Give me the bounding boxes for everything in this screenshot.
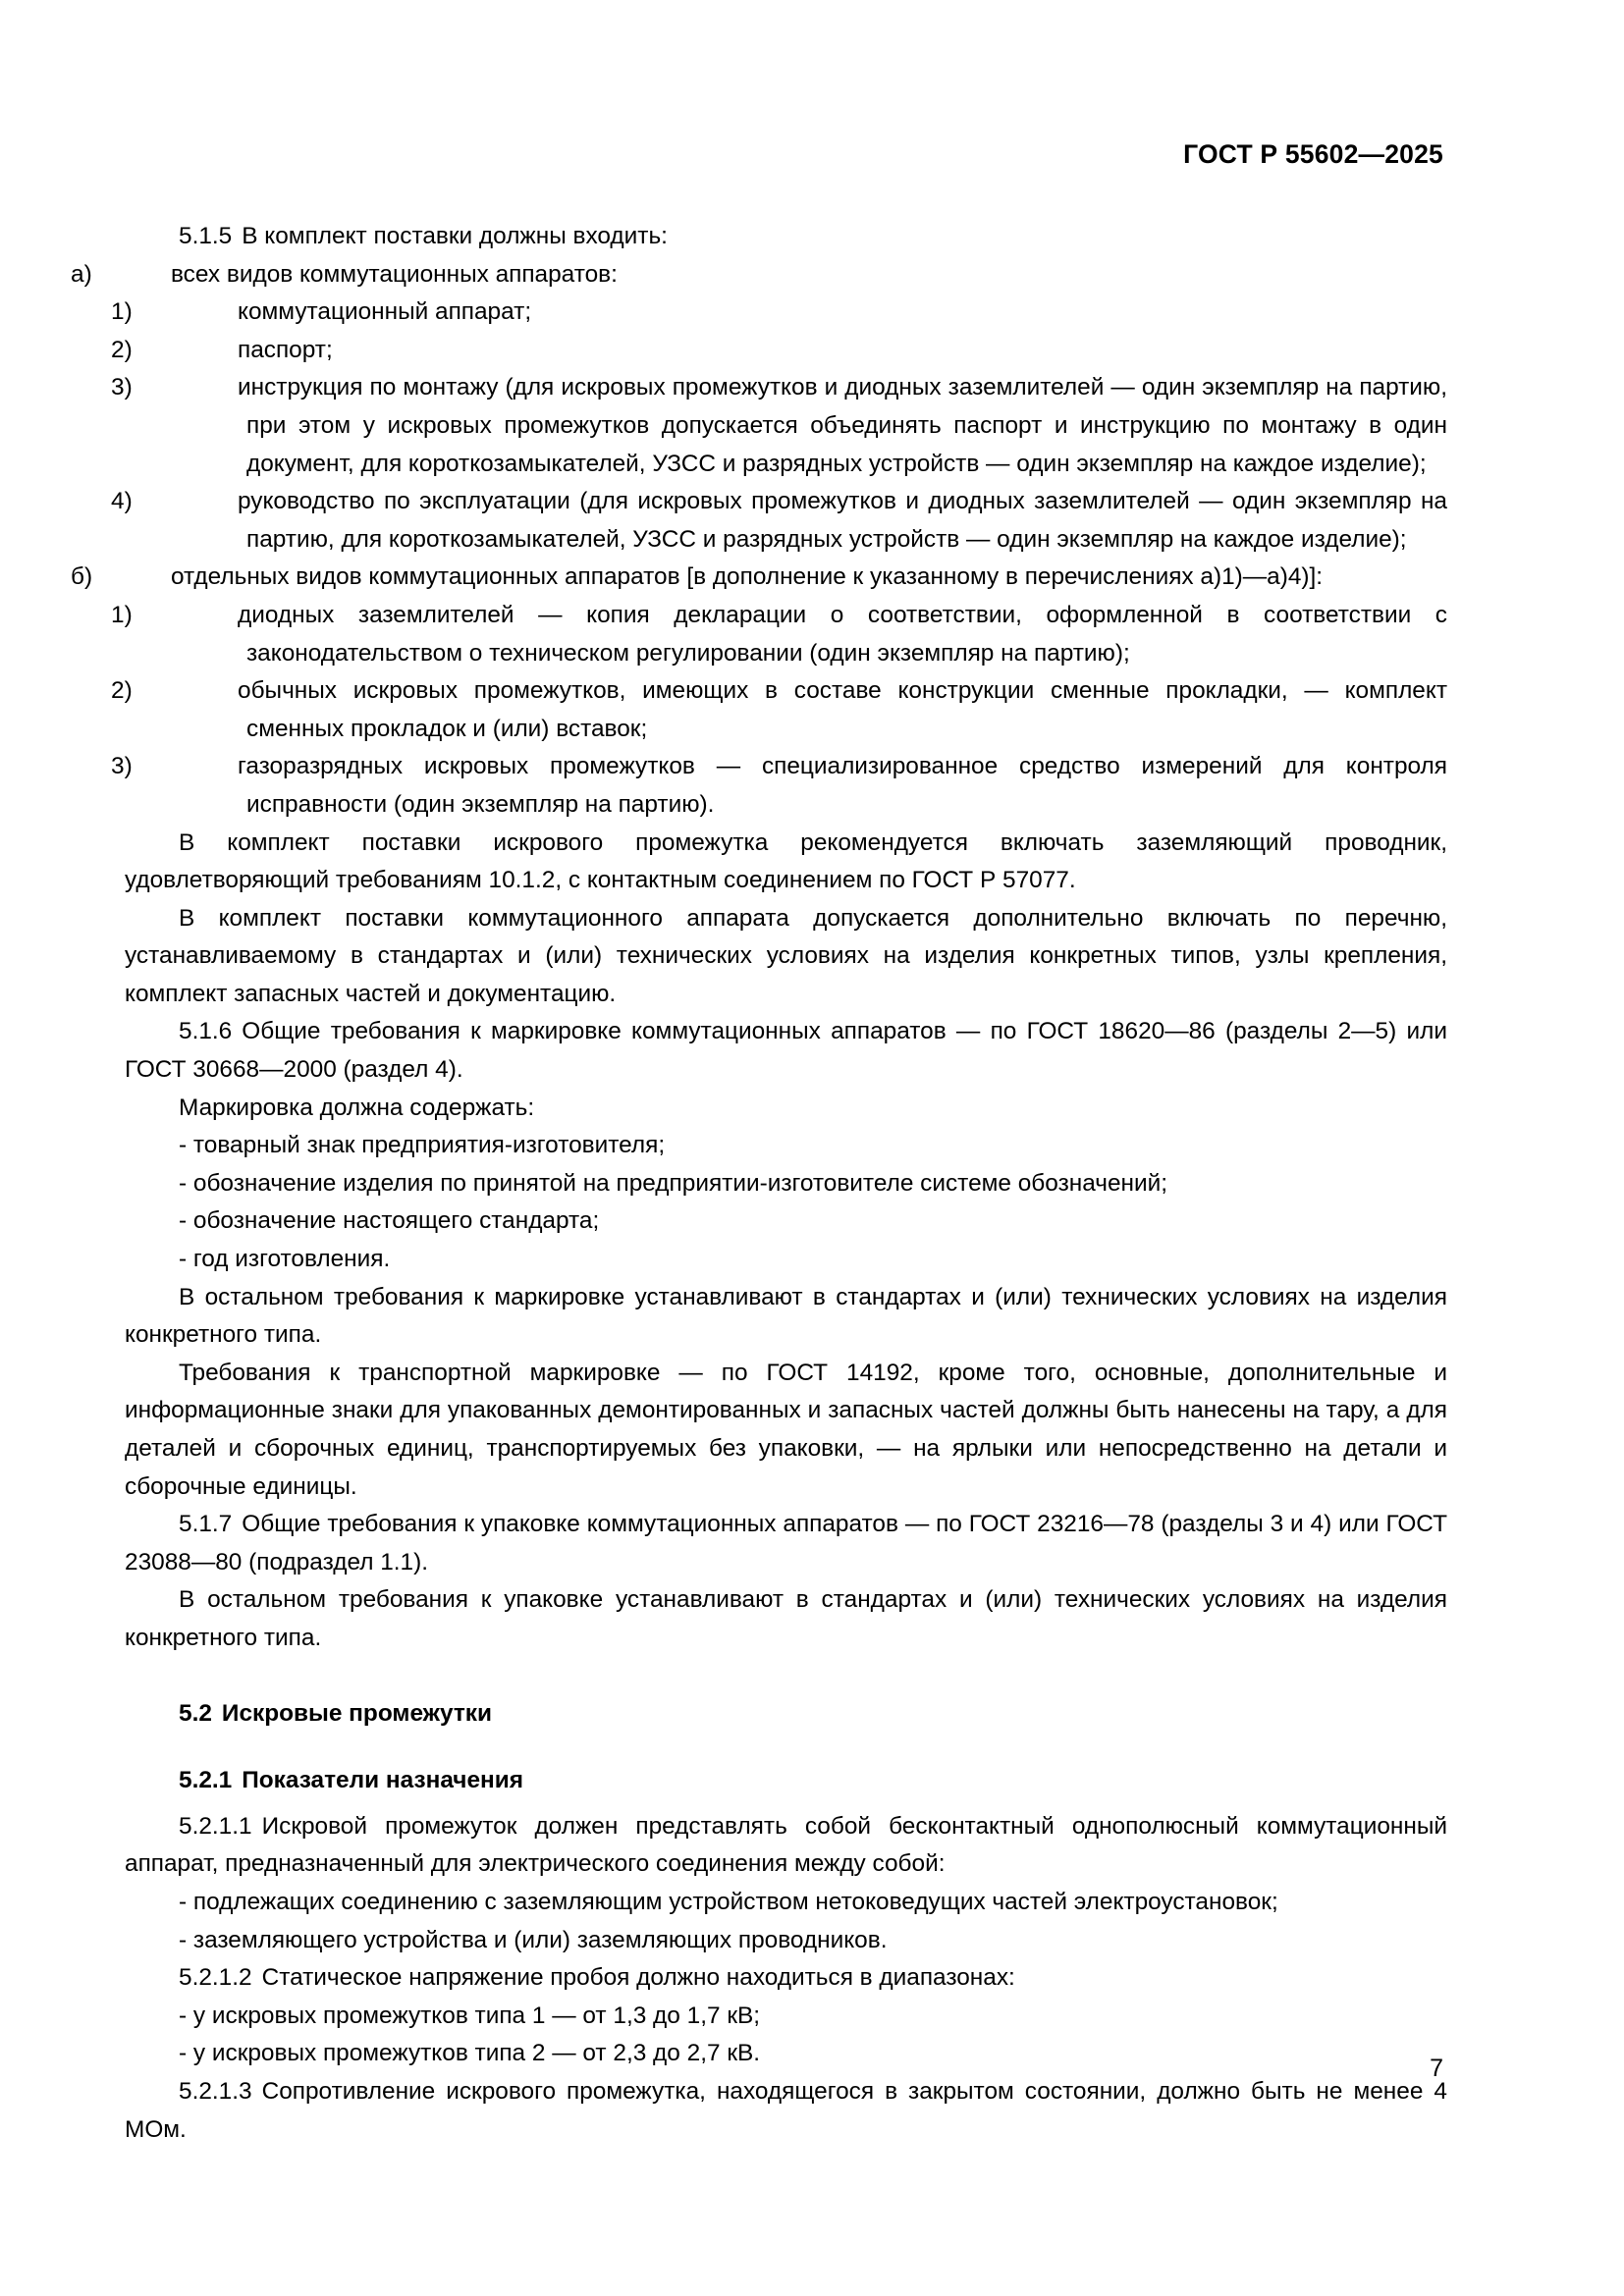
list-marker: 3)	[111, 374, 133, 401]
connection-item: - подлежащих соединению с заземляющим устройством нетоковедущих частей электроустановок;	[179, 1888, 1278, 1915]
clause-number: 5.1.7	[179, 1511, 233, 1538]
voltage-item: - у искровых промежутков типа 2 — от 2,3 до 2,7 кВ.	[179, 2040, 761, 2067]
page-footer	[181, 2055, 1443, 2083]
clause-5-1-5	[125, 218, 1447, 256]
clause-5-2-1-3	[125, 2073, 1447, 2149]
clause-number: 5.1.6	[179, 1018, 233, 1045]
paragraph-transport-marking: Требования к транспортной маркировке — по ГОСТ 14192, кроме того, основные, дополнительные и информационные знаки для упакованных демонтированных и запасных частей должны быть нанесены на тару, а для деталей и сборочных единиц, транспортируемых без упаковки, — на ярлыки или непосредственно на детали и сборочные единицы.	[125, 1359, 1447, 1500]
list-text: обычных искровых промежутков, имеющих в составе конструкции сменные прокладки, — комплект сменных прокладок и (или) вставок;	[238, 677, 1447, 742]
list-item	[111, 597, 1447, 672]
clause-text: Сопротивление искрового промежутка, находящегося в закрытом состоянии, должно быть не менее 4 МОм.	[125, 2077, 1447, 2143]
list-marker: 2)	[111, 336, 133, 363]
list-text: газоразрядных искровых промежутков — специализированное средство измерений для контроля исправности (один экземпляр на партию).	[238, 753, 1447, 818]
clause-text: Общие требования к маркировке коммутационных аппаратов — по ГОСТ 18620—86 (разделы 2—5) или ГОСТ 30668—2000 (раздел 4).	[125, 1018, 1447, 1084]
list-marker: 3)	[111, 753, 133, 780]
clause-number: 5.2.1.3	[179, 2077, 252, 2105]
list-item	[111, 748, 1447, 824]
list-item	[111, 332, 1447, 370]
running-header	[181, 139, 1443, 173]
heading-number: 5.2.1	[179, 1767, 233, 1794]
page-body	[71, 218, 1447, 2149]
clause-5-1-7	[125, 1506, 1447, 1581]
list-marker: 1)	[111, 298, 133, 326]
clause-number: 5.2.1.2	[179, 1964, 252, 1992]
heading-5-2-1	[125, 1762, 1447, 1800]
marking-item: - товарный знак предприятия-изготовителя;	[179, 1132, 666, 1159]
clause-5-2-1-1	[125, 1808, 1447, 1884]
list-text: инструкция по монтажу (для искровых промежутков и диодных заземлителей — один экземпляр на партию, при этом у искровых промежутков допускается объединять паспорт и инструкцию по монтажу в один документ, для короткозамыкателей, УЗСС и разрядных устройств — один экземпляр на каждое изделие);	[238, 374, 1447, 477]
paragraph-conductor: В комплект поставки искрового промежутка рекомендуется включать заземляющий проводник, удовлетворяющий требованиям 10.1.2, с контактным соединением по ГОСТ Р 57077.	[125, 828, 1447, 894]
marking-item: - обозначение настоящего стандарта;	[179, 1207, 600, 1235]
list-marker: 2)	[111, 677, 133, 705]
marking-item: - год изготовления.	[179, 1246, 391, 1273]
paragraph-marking-rest: В остальном требования к маркировке устанавливают в стандартах и (или) технических условиях на изделия конкретного типа.	[125, 1283, 1447, 1349]
clause-5-2-1-2	[125, 1959, 1447, 1998]
connection-item: - заземляющего устройства и (или) заземляющих проводников.	[179, 1926, 888, 1953]
list-marker: б)	[71, 563, 93, 591]
list-text: отдельных видов коммутационных аппаратов [в дополнение к указанному в перечислениях а)1)—а)4)]:	[171, 563, 1324, 591]
list-item	[111, 483, 1447, 559]
list-text: коммутационный аппарат;	[238, 298, 532, 326]
clause-text: Искровой промежуток должен представлять собой бесконтактный однополюсный коммутационный аппарат, предназначенный для электрического соединения между собой:	[125, 1812, 1447, 1878]
marking-item: - обозначение изделия по принятой на предприятии-изготовителе системе обозначений;	[179, 1169, 1168, 1197]
paragraph-packaging-rest: В остальном требования к упаковке устанавливают в стандартах и (или) технических условиях на изделия конкретного типа.	[125, 1586, 1447, 1651]
list-marker: 1)	[111, 601, 133, 628]
heading-title: Искровые промежутки	[221, 1699, 492, 1727]
voltage-item: - у искровых промежутков типа 1 — от 1,3 до 1,7 кВ;	[179, 2002, 761, 2029]
list-item-b	[71, 559, 1447, 597]
standard-number: ГОСТ Р 55602—2025	[1183, 139, 1443, 169]
list-item-a	[71, 256, 1447, 294]
clause-number: 5.2.1.1	[179, 1812, 252, 1840]
page-number: 7	[1430, 2055, 1443, 2082]
list-text: руководство по эксплуатации (для искровых промежутков и диодных заземлителей — один экземпляр на партию, для короткозамыкателей, УЗСС и разрядных устройств — один экземпляр на каждое изделие);	[238, 488, 1447, 553]
clause-text: Общие требования к упаковке коммутационных аппаратов — по ГОСТ 23216—78 (разделы 3 и 4) или ГОСТ 23088—80 (подраздел 1.1).	[125, 1511, 1447, 1575]
list-text: всех видов коммутационных аппаратов:	[171, 260, 618, 288]
clause-text: Статическое напряжение пробоя должно находиться в диапазонах:	[261, 1964, 1015, 1992]
list-marker: 4)	[111, 488, 133, 515]
list-text: паспорт;	[238, 336, 333, 363]
paragraph-additional: В комплект поставки коммутационного аппарата допускается дополнительно включать по перечню, устанавливаемому в стандартах и (или) технических условиях на изделия конкретных типов, узлы крепления, комплект запасных частей и документацию.	[125, 904, 1447, 1007]
clause-5-1-6	[125, 1013, 1447, 1089]
clause-number: 5.1.5	[179, 223, 233, 249]
list-marker: а)	[71, 260, 92, 288]
list-item	[111, 672, 1447, 748]
marking-intro: Маркировка должна содержать:	[179, 1094, 535, 1121]
list-text: диодных заземлителей — копия декларации о соответствии, оформленной в соответствии с законодательством о техническом регулировании (один экземпляр на партию);	[238, 601, 1447, 667]
list-item	[111, 294, 1447, 332]
heading-5-2	[125, 1695, 1447, 1734]
heading-number: 5.2	[179, 1699, 212, 1727]
list-item	[111, 369, 1447, 483]
heading-title: Показатели назначения	[242, 1767, 523, 1794]
clause-text: В комплект поставки должны входить:	[242, 223, 668, 249]
